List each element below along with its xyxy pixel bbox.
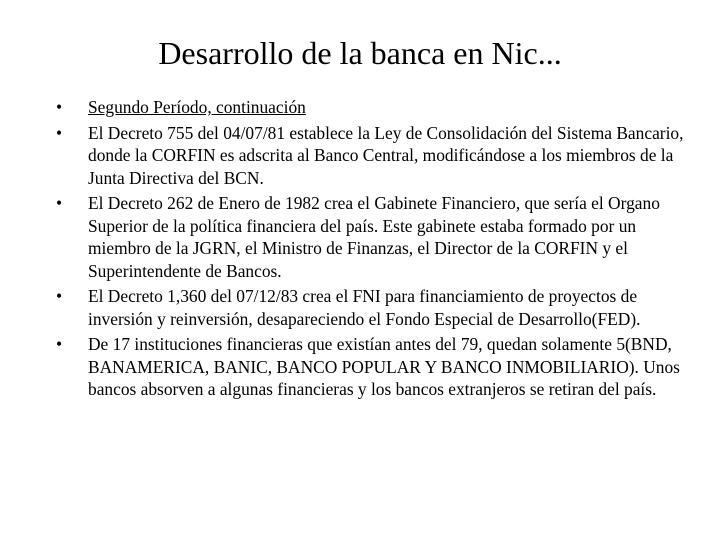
bullet-text: El Decreto 755 del 04/07/81 establece la Ley de Consolidación del Sistema Bancario, donde la CORFIN es adscrita al Banco Central, modificándose a los miembros de la Junta Directiva del BCN. [88, 122, 684, 188]
bullet-text: El Decreto 262 de Enero de 1982 crea el Gabinete Financiero, que sería el Organo Superior de la política financiera del país. Este gabinete estaba formado por un miembro de la JGRN, el Ministro de Finanzas, el Director de la CORFIN y el Superintendente de Bancos. [88, 193, 660, 281]
bullet-dot: • [56, 97, 63, 117]
bullet-item-decreto-262 [56, 192, 696, 282]
bullet-item-instituciones-financieras [56, 333, 696, 401]
bullet-text: De 17 instituciones financieras que existían antes del 79, quedan solamente 5(BND, BANAMERICA, BANIC, BANCO POPULAR Y BANCO INMOBILIARIO). Unos bancos absorven a algunas financieras y los bancos extranjeros se retiran del país. [88, 334, 680, 399]
bullet-text: Segundo Período, continuación [88, 97, 306, 117]
bullet-item-decreto-755 [56, 122, 696, 190]
bullet-dot: • [56, 122, 63, 143]
bullet-dot: • [56, 334, 63, 354]
bullet-dot: • [56, 193, 63, 213]
bullet-item-segundo-periodo [56, 96, 696, 119]
bullet-list [56, 96, 696, 404]
bullet-dot: • [56, 286, 63, 306]
slide-title: Desarrollo de la banca en Nic... [158, 35, 562, 71]
bullet-text: El Decreto 1,360 del 07/12/83 crea el FNI para financiamiento de proyectos de inversión y reinversión, desapareciendo el Fondo Especial de Desarrollo(FED). [88, 286, 641, 329]
bullet-item-decreto-1360 [56, 285, 696, 330]
